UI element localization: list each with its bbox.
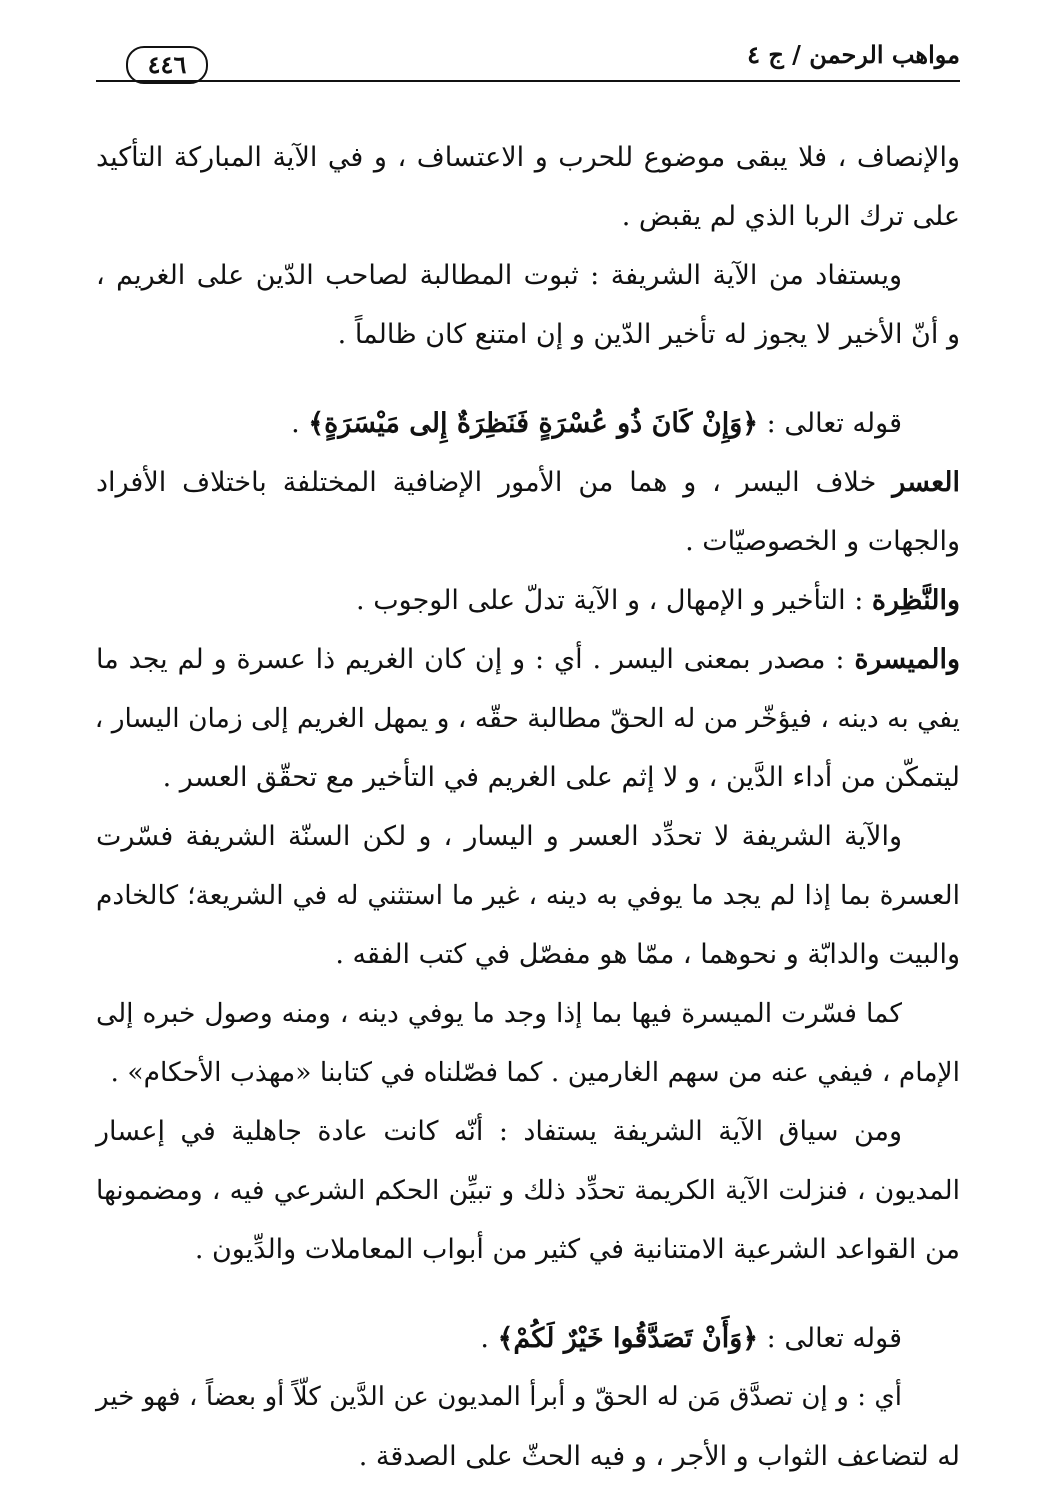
text-line: ومن سياق الآية الشريفة يستفاد : أنّه كانت عادة جاهلية في إعسار xyxy=(96,1116,902,1147)
paragraph-gap xyxy=(96,1279,960,1309)
text-line: والآية الشريفة لا تحدِّد العسر و اليسار ، و لكن السنّة الشريفة فسّرت xyxy=(96,821,902,852)
text-line: المديون ، فنزلت الآية الكريمة تحدِّد ذلك و تبيِّن الحكم الشرعي فيه ، ومضمونها xyxy=(96,1175,960,1206)
text-line: على ترك الربا الذي لم يقبض . xyxy=(621,201,960,232)
defined-term: والميسرة xyxy=(854,644,960,675)
text-line: من القواعد الشرعية الامتنانية في كثير من أبواب المعاملات والدِّيون . xyxy=(194,1234,960,1265)
running-title: مواهب الرحمن / ج ٤ xyxy=(747,40,960,69)
text-line xyxy=(96,630,960,689)
definition-text: : التأخير و الإمهال ، و الآية تدلّ على الوجوب . xyxy=(356,585,872,616)
paragraph-gap xyxy=(96,364,960,394)
text-line: والإنصاف ، فلا يبقى موضوع للحرب و الاعتساف ، و في الآية المباركة التأكيد xyxy=(96,142,960,173)
text-line xyxy=(96,453,960,512)
text-line: والجهات و الخصوصيّات . xyxy=(685,526,960,557)
text-line xyxy=(96,571,960,630)
defined-term: العسر xyxy=(892,467,960,498)
verse-end: . xyxy=(291,408,309,439)
verse-intro: قوله تعالى : xyxy=(758,1323,902,1354)
page-body xyxy=(96,128,960,1486)
defined-term: والنَّظِرة xyxy=(871,585,960,616)
quran-verse: ﴿وَأَنْ تَصَدَّقُوا خَيْرٌ لَكُمْ﴾ xyxy=(497,1323,759,1354)
page-header xyxy=(96,36,960,92)
quran-verse: ﴿وَإِنْ كَانَ ذُو عُسْرَةٍ فَنَظِرَةٌ إِلى مَيْسَرَةٍ﴾ xyxy=(308,408,759,439)
verse-line xyxy=(96,1309,960,1368)
text-line: و أنّ الأخير لا يجوز له تأخير الدّين و إن امتنع كان ظالماً . xyxy=(337,319,960,350)
definition-text: خلاف اليسر ، و هما من الأمور الإضافية المختلفة باختلاف الأفراد xyxy=(96,467,893,498)
text-line: والبيت والدابّة و نحوهما ، ممّا هو مفصّل في كتب الفقه . xyxy=(335,939,960,970)
text-line: ويستفاد من الآية الشريفة : ثبوت المطالبة لصاحب الدّين على الغريم ، xyxy=(96,260,902,291)
verse-end: . xyxy=(480,1323,498,1354)
header-divider xyxy=(96,80,960,82)
text-line: كما فسّرت الميسرة فيها بما إذا وجد ما يوفي دينه ، ومنه وصول خبره إلى xyxy=(96,998,902,1029)
verse-intro: قوله تعالى : xyxy=(758,408,902,439)
definition-text: : مصدر بمعنى اليسر . أي : و إن كان الغريم ذا عسرة و لم يجد ما xyxy=(96,644,855,675)
text-line: الإمام ، فيفي عنه من سهم الغارمين . كما فصّلناه في كتابنا «مهذب الأحكام» . xyxy=(110,1057,960,1088)
text-line: العسرة بما إذا لم يجد ما يوفي به دينه ، غير ما استثني له في الشريعة؛ كالخادم xyxy=(96,880,960,911)
verse-line xyxy=(96,394,960,453)
text-line: يفي به دينه ، فيؤخّر من له الحقّ مطالبة حقّه ، و يمهل الغريم إلى زمان اليسار ، xyxy=(94,703,960,734)
text-line: ليتمكّن من أداء الدَّين ، و لا إثم على الغريم في التأخير مع تحقّق العسر . xyxy=(162,762,960,793)
text-line: أي : و إن تصدَّق مَن له الحقّ و أبرأ المديون عن الدَّين كلّاً أو بعضاً ، فهو خير xyxy=(96,1382,902,1412)
text-line: له لتضاعف الثواب و الأجر ، و فيه الحثّ على الصدقة . xyxy=(358,1441,960,1472)
page-number-badge: ٤٤٦ xyxy=(126,46,208,84)
